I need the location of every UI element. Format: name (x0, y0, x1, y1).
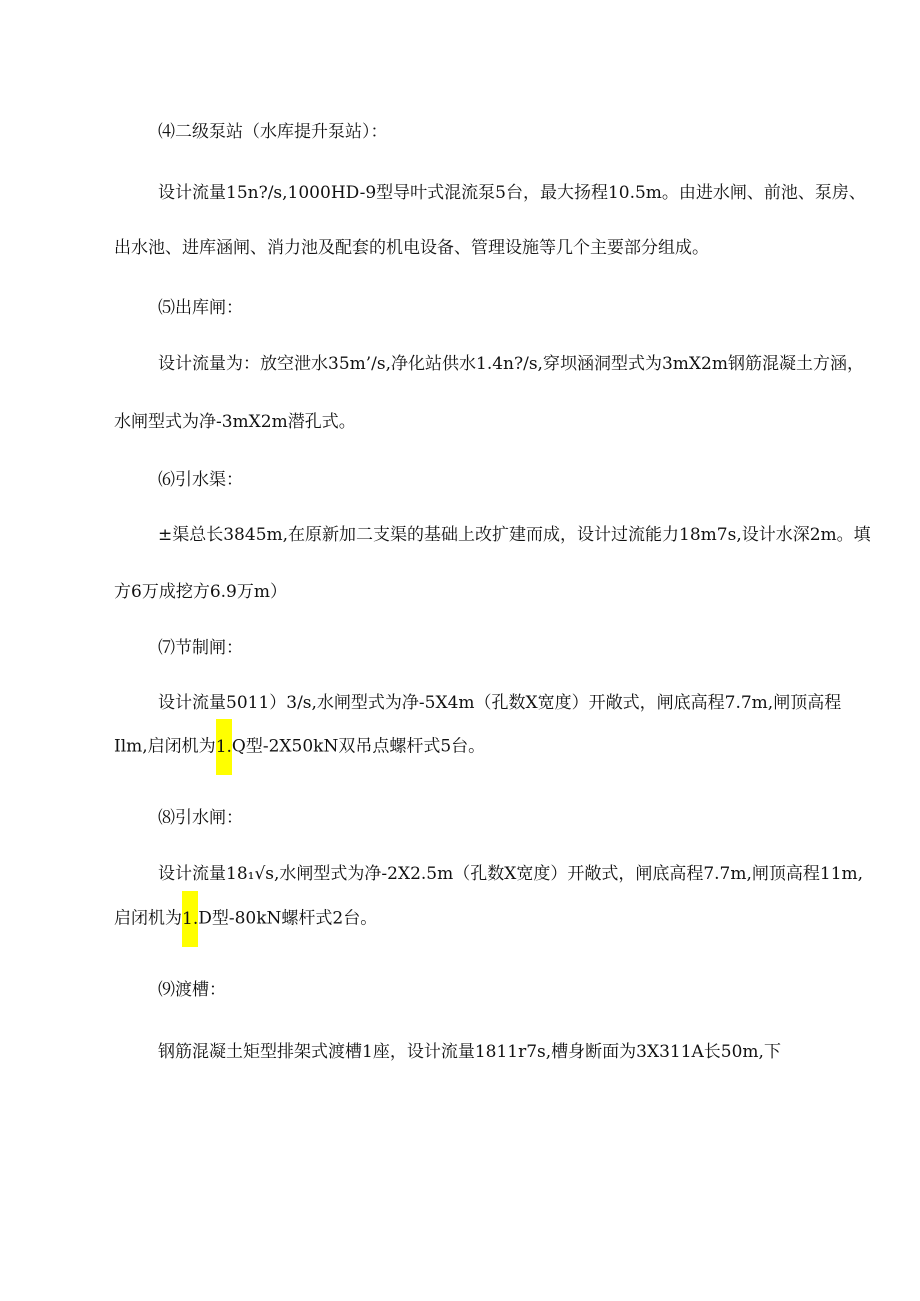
heading-check-gate: ⑺节制闸： (158, 638, 243, 658)
heading-outlet-gate: ⑸出库闸： (158, 298, 243, 318)
text-after-highlight: D型-80kN螺杆式2台。 (198, 908, 378, 929)
heading-diversion-canal: ⑹引水渠： (158, 470, 243, 490)
paragraph-line: 钢筋混凝土矩型排架式渡槽1座，设计流量1811r7s,槽身断面为3X311A长50m,下 (158, 1042, 781, 1062)
paragraph-line-highlighted (114, 891, 377, 947)
paragraph-line: 设计流量为：放空泄水35m’/s,净化站供水1.4n?/s,穿坝涵洞型式为3mX2m钢筋混凝土方涵， (158, 354, 864, 374)
heading-aqueduct: ⑼渡槽： (158, 980, 226, 1000)
highlight-mark: 1. (182, 891, 198, 947)
text-after-highlight: Q型-2X50kN双吊点螺杆式5台。 (231, 736, 486, 757)
paragraph-line: 设计流量5011）3/s,水闸型式为净-5X4m（孔数X宽度）开敞式，闸底高程7.7m,闸顶高程 (158, 693, 842, 713)
heading-pump-station: ⑷二级泵站（水库提升泵站）： (158, 122, 388, 142)
text-before-highlight: 启闭机为 (114, 908, 182, 929)
paragraph-line-highlighted (114, 719, 485, 775)
text-before-highlight: Ilm,启闭机为 (114, 736, 216, 757)
paragraph-line: 设计流量18₁√s,水闸型式为净-2X2.5m（孔数X宽度）开敞式，闸底高程7.7m,闸顶高程11m, (158, 864, 864, 884)
paragraph-line: 设计流量15n?/s,1000HD-9型导叶式混流泵5台，最大扬程10.5m。由进水闸、前池、泵房、 (158, 183, 866, 203)
paragraph-line: ±渠总长3845m,在原新加二支渠的基础上改扩建而成，设计过流能力18m7s,设计水深2m。填 (158, 525, 871, 545)
paragraph-line: 方6万成挖方6.9万m） (114, 582, 287, 602)
heading-intake-gate: ⑻引水闸： (158, 808, 243, 828)
paragraph-line: 水闸型式为净-3mX2m潜孔式。 (114, 412, 356, 432)
highlight-mark: 1. (216, 719, 232, 775)
paragraph-line: 出水池、进库涵闸、消力池及配套的机电设备、管理设施等几个主要部分组成。 (114, 238, 709, 258)
